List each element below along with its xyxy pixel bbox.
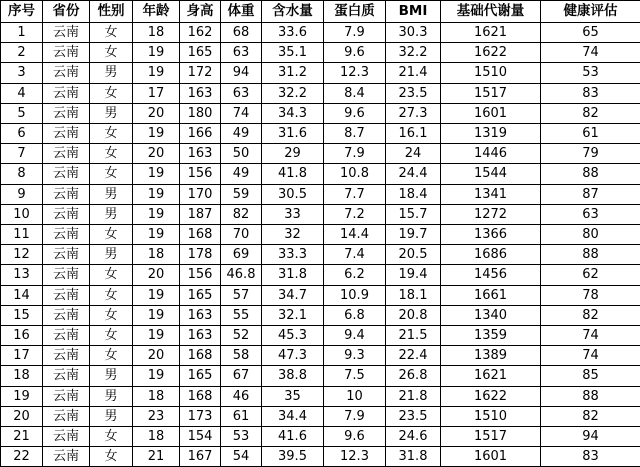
- cell-health-score: 63: [541, 204, 640, 224]
- cell-health-score: 78: [541, 285, 640, 305]
- cell-gender: 女: [90, 346, 133, 366]
- table-row: [1, 164, 640, 184]
- cell-basal-metabolism: 1622: [441, 43, 541, 63]
- column-header-age: 年龄: [133, 1, 180, 23]
- cell-health-score: 62: [541, 265, 640, 285]
- cell-protein: 7.4: [324, 245, 386, 265]
- cell-gender: 女: [90, 83, 133, 103]
- cell-height: 156: [180, 164, 221, 184]
- cell-bmi: 22.4: [386, 346, 441, 366]
- cell-gender: 女: [90, 265, 133, 285]
- cell-water-content: 33.6: [262, 23, 324, 43]
- cell-index: 19: [1, 386, 43, 406]
- column-header-gender: 性别: [90, 1, 133, 23]
- cell-province: 云南: [43, 366, 90, 386]
- cell-age: 20: [133, 144, 180, 164]
- table-row: [1, 144, 640, 164]
- cell-index: 8: [1, 164, 43, 184]
- cell-gender: 女: [90, 326, 133, 346]
- cell-weight: 57: [221, 285, 262, 305]
- cell-water-content: 29: [262, 144, 324, 164]
- cell-index: 3: [1, 63, 43, 83]
- table-row: [1, 305, 640, 325]
- cell-protein: 10.9: [324, 285, 386, 305]
- cell-height: 166: [180, 124, 221, 144]
- cell-index: 2: [1, 43, 43, 63]
- table-row: [1, 427, 640, 447]
- cell-height: 170: [180, 184, 221, 204]
- cell-weight: 50: [221, 144, 262, 164]
- cell-index: 11: [1, 225, 43, 245]
- cell-bmi: 20.8: [386, 305, 441, 325]
- table-body: [1, 23, 640, 467]
- cell-water-content: 47.3: [262, 346, 324, 366]
- cell-weight: 94: [221, 63, 262, 83]
- cell-height: 168: [180, 225, 221, 245]
- cell-province: 云南: [43, 63, 90, 83]
- cell-protein: 9.3: [324, 346, 386, 366]
- cell-protein: 8.7: [324, 124, 386, 144]
- column-header-index: 序号: [1, 1, 43, 23]
- cell-health-score: 74: [541, 326, 640, 346]
- cell-weight: 49: [221, 164, 262, 184]
- cell-water-content: 30.5: [262, 184, 324, 204]
- cell-basal-metabolism: 1510: [441, 63, 541, 83]
- cell-bmi: 30.3: [386, 23, 441, 43]
- cell-height: 187: [180, 204, 221, 224]
- cell-index: 9: [1, 184, 43, 204]
- cell-index: 12: [1, 245, 43, 265]
- cell-water-content: 31.8: [262, 265, 324, 285]
- cell-bmi: 19.7: [386, 225, 441, 245]
- cell-protein: 7.7: [324, 184, 386, 204]
- cell-gender: 女: [90, 124, 133, 144]
- cell-basal-metabolism: 1601: [441, 103, 541, 123]
- table-row: [1, 406, 640, 426]
- cell-bmi: 18.4: [386, 184, 441, 204]
- cell-weight: 68: [221, 23, 262, 43]
- cell-water-content: 41.8: [262, 164, 324, 184]
- cell-weight: 46: [221, 386, 262, 406]
- cell-province: 云南: [43, 326, 90, 346]
- cell-bmi: 21.8: [386, 386, 441, 406]
- cell-basal-metabolism: 1621: [441, 366, 541, 386]
- cell-water-content: 34.3: [262, 103, 324, 123]
- cell-age: 20: [133, 103, 180, 123]
- cell-height: 167: [180, 447, 221, 467]
- cell-height: 163: [180, 326, 221, 346]
- cell-weight: 58: [221, 346, 262, 366]
- cell-weight: 82: [221, 204, 262, 224]
- cell-water-content: 34.4: [262, 406, 324, 426]
- cell-bmi: 23.5: [386, 406, 441, 426]
- cell-protein: 7.9: [324, 23, 386, 43]
- column-header-height: 身高: [180, 1, 221, 23]
- table-row: [1, 184, 640, 204]
- cell-province: 云南: [43, 23, 90, 43]
- cell-health-score: 94: [541, 427, 640, 447]
- cell-water-content: 38.8: [262, 366, 324, 386]
- cell-bmi: 21.4: [386, 63, 441, 83]
- cell-height: 163: [180, 305, 221, 325]
- cell-protein: 7.2: [324, 204, 386, 224]
- cell-gender: 男: [90, 103, 133, 123]
- cell-gender: 男: [90, 386, 133, 406]
- table-row: [1, 63, 640, 83]
- cell-index: 22: [1, 447, 43, 467]
- cell-basal-metabolism: 1341: [441, 184, 541, 204]
- cell-age: 19: [133, 366, 180, 386]
- cell-basal-metabolism: 1517: [441, 427, 541, 447]
- cell-protein: 12.3: [324, 63, 386, 83]
- cell-province: 云南: [43, 144, 90, 164]
- cell-basal-metabolism: 1661: [441, 285, 541, 305]
- cell-basal-metabolism: 1510: [441, 406, 541, 426]
- cell-bmi: 24.4: [386, 164, 441, 184]
- cell-basal-metabolism: 1340: [441, 305, 541, 325]
- cell-health-score: 74: [541, 346, 640, 366]
- cell-water-content: 39.5: [262, 447, 324, 467]
- column-header-protein: 蛋白质: [324, 1, 386, 23]
- cell-index: 6: [1, 124, 43, 144]
- cell-bmi: 19.4: [386, 265, 441, 285]
- cell-water-content: 33.3: [262, 245, 324, 265]
- cell-protein: 7.9: [324, 406, 386, 426]
- cell-province: 云南: [43, 43, 90, 63]
- cell-height: 165: [180, 366, 221, 386]
- cell-gender: 男: [90, 63, 133, 83]
- table-header-row: [1, 1, 640, 23]
- cell-province: 云南: [43, 184, 90, 204]
- cell-bmi: 21.5: [386, 326, 441, 346]
- table-row: [1, 346, 640, 366]
- cell-age: 18: [133, 427, 180, 447]
- cell-index: 4: [1, 83, 43, 103]
- cell-bmi: 24.6: [386, 427, 441, 447]
- cell-index: 21: [1, 427, 43, 447]
- cell-health-score: 88: [541, 164, 640, 184]
- cell-bmi: 27.3: [386, 103, 441, 123]
- cell-height: 156: [180, 265, 221, 285]
- cell-bmi: 15.7: [386, 204, 441, 224]
- cell-health-score: 88: [541, 386, 640, 406]
- cell-height: 165: [180, 285, 221, 305]
- cell-gender: 女: [90, 305, 133, 325]
- cell-gender: 女: [90, 285, 133, 305]
- cell-basal-metabolism: 1686: [441, 245, 541, 265]
- table-row: [1, 326, 640, 346]
- cell-weight: 67: [221, 366, 262, 386]
- cell-height: 163: [180, 83, 221, 103]
- cell-water-content: 32: [262, 225, 324, 245]
- cell-protein: 9.6: [324, 43, 386, 63]
- cell-age: 19: [133, 43, 180, 63]
- cell-height: 165: [180, 43, 221, 63]
- cell-basal-metabolism: 1601: [441, 447, 541, 467]
- cell-protein: 9.4: [324, 326, 386, 346]
- cell-province: 云南: [43, 103, 90, 123]
- cell-age: 21: [133, 447, 180, 467]
- cell-height: 172: [180, 63, 221, 83]
- cell-province: 云南: [43, 124, 90, 144]
- cell-weight: 46.8: [221, 265, 262, 285]
- cell-gender: 女: [90, 43, 133, 63]
- cell-province: 云南: [43, 265, 90, 285]
- cell-protein: 10.8: [324, 164, 386, 184]
- cell-water-content: 31.6: [262, 124, 324, 144]
- cell-province: 云南: [43, 204, 90, 224]
- cell-bmi: 23.5: [386, 83, 441, 103]
- cell-water-content: 32.1: [262, 305, 324, 325]
- cell-health-score: 87: [541, 184, 640, 204]
- cell-index: 20: [1, 406, 43, 426]
- cell-protein: 6.8: [324, 305, 386, 325]
- cell-age: 19: [133, 164, 180, 184]
- cell-health-score: 65: [541, 23, 640, 43]
- cell-province: 云南: [43, 427, 90, 447]
- table-row: [1, 447, 640, 467]
- cell-weight: 70: [221, 225, 262, 245]
- cell-index: 14: [1, 285, 43, 305]
- table-row: [1, 285, 640, 305]
- cell-basal-metabolism: 1366: [441, 225, 541, 245]
- cell-bmi: 24: [386, 144, 441, 164]
- cell-basal-metabolism: 1544: [441, 164, 541, 184]
- cell-age: 19: [133, 63, 180, 83]
- column-header-weight: 体重: [221, 1, 262, 23]
- cell-index: 15: [1, 305, 43, 325]
- cell-health-score: 83: [541, 83, 640, 103]
- cell-weight: 63: [221, 43, 262, 63]
- cell-province: 云南: [43, 225, 90, 245]
- cell-protein: 14.4: [324, 225, 386, 245]
- cell-age: 17: [133, 83, 180, 103]
- table-row: [1, 225, 640, 245]
- cell-index: 13: [1, 265, 43, 285]
- cell-age: 18: [133, 245, 180, 265]
- table-row: [1, 204, 640, 224]
- cell-health-score: 53: [541, 63, 640, 83]
- cell-age: 19: [133, 184, 180, 204]
- cell-basal-metabolism: 1621: [441, 23, 541, 43]
- cell-province: 云南: [43, 164, 90, 184]
- column-header-province: 省份: [43, 1, 90, 23]
- cell-province: 云南: [43, 346, 90, 366]
- cell-water-content: 31.2: [262, 63, 324, 83]
- cell-age: 19: [133, 124, 180, 144]
- cell-health-score: 82: [541, 305, 640, 325]
- cell-health-score: 61: [541, 124, 640, 144]
- cell-health-score: 83: [541, 447, 640, 467]
- cell-province: 云南: [43, 406, 90, 426]
- cell-bmi: 32.2: [386, 43, 441, 63]
- cell-water-content: 45.3: [262, 326, 324, 346]
- cell-basal-metabolism: 1389: [441, 346, 541, 366]
- cell-bmi: 18.1: [386, 285, 441, 305]
- cell-gender: 男: [90, 245, 133, 265]
- cell-basal-metabolism: 1446: [441, 144, 541, 164]
- cell-bmi: 31.8: [386, 447, 441, 467]
- cell-province: 云南: [43, 245, 90, 265]
- cell-basal-metabolism: 1456: [441, 265, 541, 285]
- cell-age: 18: [133, 23, 180, 43]
- cell-index: 16: [1, 326, 43, 346]
- cell-weight: 74: [221, 103, 262, 123]
- cell-province: 云南: [43, 83, 90, 103]
- cell-health-score: 88: [541, 245, 640, 265]
- cell-gender: 男: [90, 406, 133, 426]
- cell-weight: 69: [221, 245, 262, 265]
- cell-water-content: 35: [262, 386, 324, 406]
- table-row: [1, 43, 640, 63]
- cell-protein: 7.5: [324, 366, 386, 386]
- cell-health-score: 79: [541, 144, 640, 164]
- cell-weight: 61: [221, 406, 262, 426]
- cell-index: 7: [1, 144, 43, 164]
- column-header-basal-metabolism: 基础代谢量: [441, 1, 541, 23]
- cell-age: 20: [133, 346, 180, 366]
- cell-water-content: 41.6: [262, 427, 324, 447]
- cell-province: 云南: [43, 386, 90, 406]
- cell-health-score: 74: [541, 43, 640, 63]
- cell-protein: 9.6: [324, 427, 386, 447]
- cell-bmi: 20.5: [386, 245, 441, 265]
- table-row: [1, 124, 640, 144]
- cell-weight: 63: [221, 83, 262, 103]
- cell-bmi: 16.1: [386, 124, 441, 144]
- cell-gender: 男: [90, 184, 133, 204]
- cell-protein: 9.6: [324, 103, 386, 123]
- table-row: [1, 83, 640, 103]
- cell-water-content: 32.2: [262, 83, 324, 103]
- cell-weight: 59: [221, 184, 262, 204]
- table-row: [1, 103, 640, 123]
- cell-index: 1: [1, 23, 43, 43]
- cell-basal-metabolism: 1272: [441, 204, 541, 224]
- cell-gender: 男: [90, 366, 133, 386]
- cell-water-content: 34.7: [262, 285, 324, 305]
- cell-province: 云南: [43, 447, 90, 467]
- cell-gender: 女: [90, 225, 133, 245]
- cell-age: 19: [133, 285, 180, 305]
- cell-height: 178: [180, 245, 221, 265]
- cell-height: 168: [180, 386, 221, 406]
- cell-height: 162: [180, 23, 221, 43]
- cell-gender: 女: [90, 144, 133, 164]
- cell-basal-metabolism: 1622: [441, 386, 541, 406]
- cell-health-score: 82: [541, 103, 640, 123]
- cell-age: 19: [133, 305, 180, 325]
- cell-weight: 52: [221, 326, 262, 346]
- cell-index: 10: [1, 204, 43, 224]
- cell-basal-metabolism: 1517: [441, 83, 541, 103]
- cell-health-score: 85: [541, 366, 640, 386]
- cell-province: 云南: [43, 285, 90, 305]
- cell-protein: 7.9: [324, 144, 386, 164]
- cell-weight: 49: [221, 124, 262, 144]
- cell-index: 17: [1, 346, 43, 366]
- cell-water-content: 35.1: [262, 43, 324, 63]
- cell-gender: 女: [90, 23, 133, 43]
- cell-age: 18: [133, 386, 180, 406]
- column-header-water-content: 含水量: [262, 1, 324, 23]
- cell-age: 23: [133, 406, 180, 426]
- table-row: [1, 245, 640, 265]
- cell-height: 163: [180, 144, 221, 164]
- table-row: [1, 366, 640, 386]
- cell-health-score: 82: [541, 406, 640, 426]
- cell-gender: 女: [90, 447, 133, 467]
- cell-protein: 6.2: [324, 265, 386, 285]
- cell-weight: 53: [221, 427, 262, 447]
- cell-gender: 女: [90, 164, 133, 184]
- cell-index: 18: [1, 366, 43, 386]
- cell-height: 173: [180, 406, 221, 426]
- column-header-bmi: BMI: [386, 1, 441, 23]
- cell-protein: 10: [324, 386, 386, 406]
- cell-age: 20: [133, 265, 180, 285]
- cell-basal-metabolism: 1319: [441, 124, 541, 144]
- cell-gender: 女: [90, 427, 133, 447]
- column-header-health-score: 健康评估: [541, 1, 640, 23]
- table-row: [1, 265, 640, 285]
- cell-protein: 8.4: [324, 83, 386, 103]
- cell-protein: 12.3: [324, 447, 386, 467]
- table-row: [1, 23, 640, 43]
- cell-weight: 55: [221, 305, 262, 325]
- cell-water-content: 33: [262, 204, 324, 224]
- cell-index: 5: [1, 103, 43, 123]
- cell-age: 19: [133, 326, 180, 346]
- cell-age: 19: [133, 225, 180, 245]
- cell-bmi: 26.8: [386, 366, 441, 386]
- cell-height: 168: [180, 346, 221, 366]
- cell-weight: 54: [221, 447, 262, 467]
- cell-height: 154: [180, 427, 221, 447]
- cell-gender: 男: [90, 204, 133, 224]
- cell-basal-metabolism: 1359: [441, 326, 541, 346]
- cell-province: 云南: [43, 305, 90, 325]
- cell-height: 180: [180, 103, 221, 123]
- cell-age: 19: [133, 204, 180, 224]
- table-row: [1, 386, 640, 406]
- cell-health-score: 80: [541, 225, 640, 245]
